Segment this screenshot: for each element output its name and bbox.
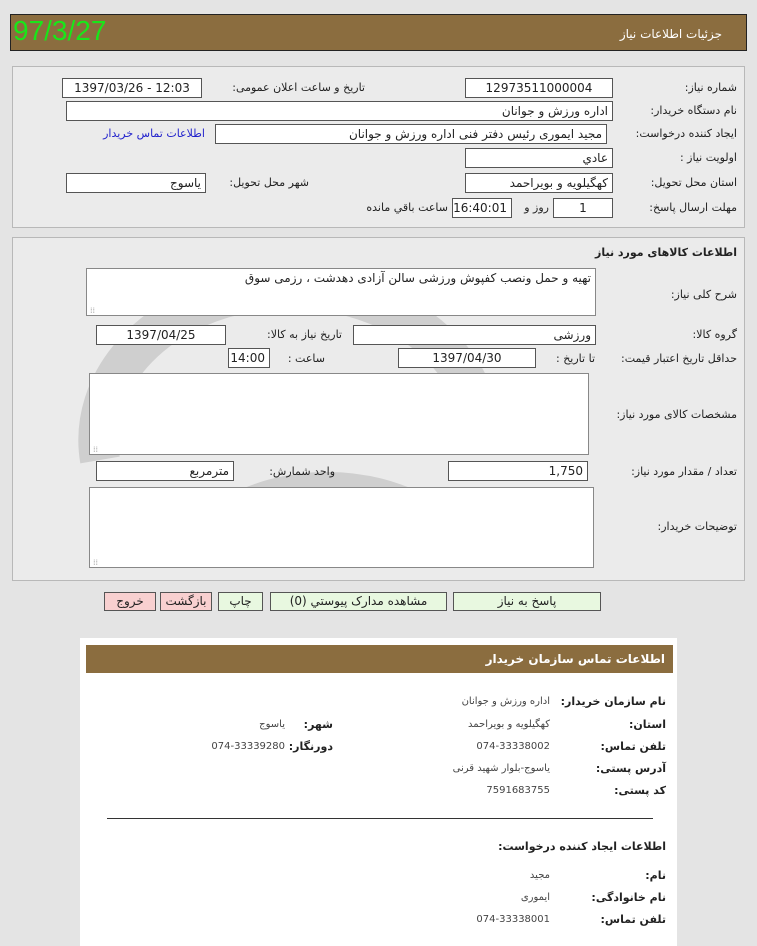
header-date: 97/3/27 (13, 15, 107, 46)
city-label: شهر محل تحویل: (229, 176, 309, 189)
need-number-label: شماره نیاز: (684, 81, 737, 94)
address-value: یاسوج-بلوار شهید قرنی (452, 763, 550, 774)
unit-label: واحد شمارش: (269, 465, 335, 478)
province-contact-value: کهگیلویه و بویراحمد (468, 719, 550, 730)
name-label: نام: (645, 869, 666, 882)
buyer-contact-link[interactable]: اطلاعات تماس خریدار (103, 127, 205, 140)
creator-field: مجید ایموری رئیس دفتر فنی اداره ورزش و جوانان (215, 124, 607, 144)
org-value: اداره ورزش و جوانان (461, 696, 550, 707)
fax-value: 074-33339280 (211, 741, 285, 752)
buyer-field: اداره ورزش و جوانان (66, 101, 613, 121)
family-label: نام خانوادگی: (591, 891, 666, 904)
exit-button[interactable]: خروج (104, 592, 156, 611)
notes-label: توضیحات خریدار: (657, 520, 737, 533)
deadline-label: مهلت ارسال پاسخ: (649, 201, 737, 214)
creator-label: ایجاد کننده درخواست: (635, 127, 737, 140)
need-date-field: 1397/04/25 (96, 325, 226, 345)
hour-label: ساعت : (287, 352, 325, 365)
province-label: استان محل تحویل: (650, 176, 737, 189)
family-value: ایموری (520, 892, 550, 903)
to-date-label: تا تاریخ : (556, 352, 595, 365)
group-label: گروه کالا: (692, 328, 737, 341)
goods-title: اطلاعات کالاهای مورد نیاز (595, 246, 737, 259)
divider (107, 818, 653, 819)
priority-label: اولویت نیاز : (679, 151, 737, 164)
group-field: ورزشی (353, 325, 596, 345)
days-suffix: روز و (524, 201, 549, 214)
buyer-label: نام دستگاه خریدار: (650, 104, 737, 117)
org-label: نام سازمان خریدار: (560, 695, 666, 708)
hour-field: 14:00 (228, 348, 270, 368)
creator-phone-value: 074-33338001 (476, 914, 550, 925)
city-contact-value: یاسوج (259, 719, 285, 730)
name-value: مجید (529, 870, 550, 881)
city-field: یاسوج (66, 173, 206, 193)
need-number-field: 12973511000004 (465, 78, 613, 98)
time-suffix: ساعت باقي مانده (366, 201, 448, 214)
fax-label: دورنگار: (288, 740, 333, 753)
to-date-field: 1397/04/30 (398, 348, 536, 368)
province-field: کهگیلویه و بویراحمد (465, 173, 613, 193)
qty-label: تعداد / مقدار مورد نیاز: (631, 465, 737, 478)
announce-label: تاریخ و ساعت اعلان عمومی: (232, 81, 365, 94)
contact-panel-title: اطلاعات تماس سازمان خریدار (86, 645, 673, 673)
desc-label: شرح کلی نیاز: (670, 288, 737, 301)
postal-label: کد پستی: (614, 784, 666, 797)
province-contact-label: استان: (629, 718, 666, 731)
desc-textarea[interactable]: تهیه و حمل ونصب کفپوش ورزشی سالن آزادی دهدشت ، رزمی سوق ⁞⁞ (86, 268, 596, 316)
buyer-contact-panel (80, 638, 677, 946)
notes-textarea[interactable] (89, 487, 594, 568)
specs-label: مشخصات کالای مورد نیاز: (616, 408, 737, 421)
postal-value: 7591683755 (486, 785, 550, 796)
phone-value: 074-33338002 (476, 741, 550, 752)
creator-info-title: اطلاعات ایجاد کننده درخواست: (498, 840, 666, 853)
back-button[interactable]: بازگشت (160, 592, 212, 611)
time-field: 16:40:01 (452, 198, 512, 218)
days-field: 1 (553, 198, 613, 218)
validity-label: حداقل تاریخ اعتبار قیمت: (621, 352, 737, 365)
unit-field: مترمربع (96, 461, 234, 481)
print-button[interactable]: چاپ (218, 592, 263, 611)
page-header (10, 14, 747, 51)
qty-field: 1,750 (448, 461, 588, 481)
specs-textarea[interactable] (89, 373, 589, 455)
need-date-label: تاریخ نیاز به کالا: (267, 328, 342, 341)
announce-field: 1397/03/26 - 12:03 (62, 78, 202, 98)
address-label: آدرس پستی: (595, 762, 666, 775)
phone-label: تلفن تماس: (600, 740, 666, 753)
priority-field: عادي (465, 148, 613, 168)
attachments-button[interactable]: مشاهده مدارک پیوستي (0) (270, 592, 447, 611)
reply-button[interactable]: پاسخ به نیاز (453, 592, 601, 611)
city-contact-label: شهر: (303, 718, 333, 731)
page-title: جزئیات اطلاعات نیاز (619, 27, 722, 41)
creator-phone-label: تلفن تماس: (600, 913, 666, 926)
